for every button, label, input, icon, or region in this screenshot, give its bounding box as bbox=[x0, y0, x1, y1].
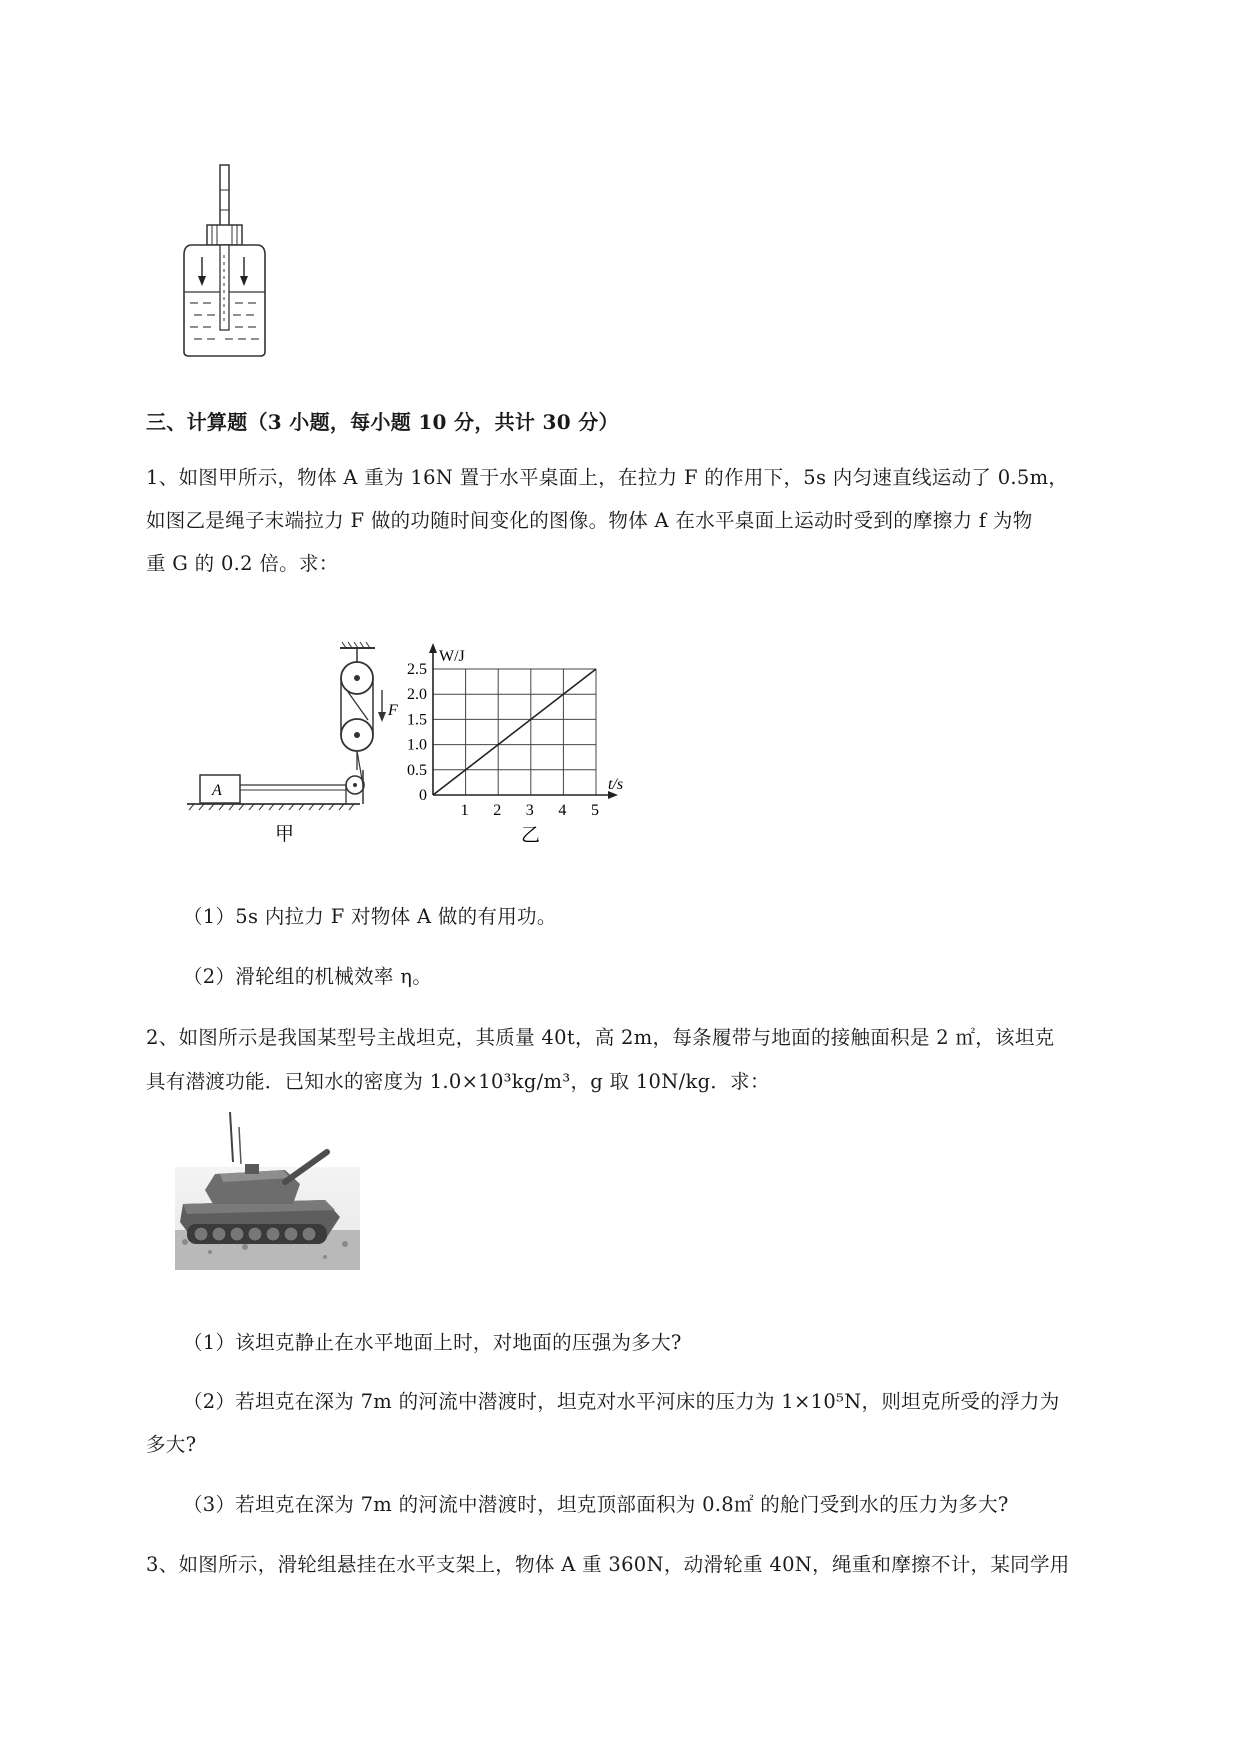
q2-sub-2-line-1: （2）若坦克在深为 7m 的河流中潜渡时，坦克对水平河床的压力为 1×10⁵N，则坦克所受的浮力为 bbox=[183, 1390, 1060, 1413]
tank-photo bbox=[175, 1112, 360, 1272]
x-tick-label: 1 bbox=[460, 802, 469, 819]
q1-line-2: 如图乙是绳子末端拉力 F 做的功随时间变化的图像。物体 A 在水平桌面上运动时受到的摩擦力 f 为物 bbox=[146, 509, 1033, 532]
y-axis-label: W/J bbox=[439, 648, 465, 665]
block-a-label: A bbox=[212, 782, 222, 799]
q3-line-1: 3、如图所示，滑轮组悬挂在水平支架上，物体 A 重 360N，动滑轮重 40N，绳重和摩擦不计，某同学用 bbox=[146, 1553, 1070, 1576]
x-tick-label: 4 bbox=[558, 802, 567, 819]
q2-line-1: 2、如图所示是我国某型号主战坦克，其质量 40t，高 2m，每条履带与地面的接触面积是 2 ㎡，该坦克 bbox=[146, 1026, 1055, 1049]
y-axis-arrow bbox=[429, 643, 437, 653]
q2-line-2: 具有潜渡功能．已知水的密度为 1.0×10³kg/m³，g 取 10N/kg．求： bbox=[146, 1070, 770, 1093]
x-tick-label: 5 bbox=[591, 802, 599, 819]
y-tick-label: 2.0 bbox=[407, 686, 427, 704]
q2-sub-2-line-2: 多大? bbox=[146, 1433, 197, 1456]
q1-sub-2: （2）滑轮组的机械效率 η。 bbox=[183, 965, 432, 988]
work-time-chart bbox=[395, 640, 650, 860]
x-tick-label: 2 bbox=[493, 802, 502, 819]
pulley-figure bbox=[185, 640, 400, 850]
y-tick-label: 0.5 bbox=[407, 761, 427, 779]
q1-sub-1: （1）5s 内拉力 F 对物体 A 做的有用功。 bbox=[183, 905, 557, 928]
y-tick-label: 2.5 bbox=[407, 661, 427, 678]
y-tick-label: 1.0 bbox=[407, 736, 427, 754]
figure-yi-label: 乙 bbox=[521, 825, 541, 846]
q1-line-1: 1、如图甲所示，物体 A 重为 16N 置于水平桌面上，在拉力 F 的作用下，5s 内匀速直线运动了 0.5m， bbox=[146, 466, 1069, 489]
x-axis-label: t/s bbox=[608, 776, 624, 793]
x-tick-label: 3 bbox=[525, 802, 534, 819]
q2-sub-1: （1）该坦克静止在水平地面上时，对地面的压强为多大? bbox=[183, 1331, 682, 1354]
section-title: 三、计算题（3 小题，每小题 10 分，共计 30 分） bbox=[146, 410, 619, 434]
bottle-figure bbox=[180, 160, 280, 360]
y-tick-label: 0 bbox=[419, 787, 427, 804]
y-tick-label: 1.5 bbox=[407, 711, 427, 729]
force-label: F bbox=[388, 702, 398, 719]
figure-jia-label: 甲 bbox=[275, 824, 295, 845]
series-line bbox=[433, 669, 596, 795]
q2-sub-3: （3）若坦克在深为 7m 的河流中潜渡时，坦克顶部面积为 0.8㎡ 的舱门受到水的压力为多大? bbox=[183, 1493, 1009, 1516]
q1-line-3: 重 G 的 0.2 倍。求： bbox=[146, 552, 339, 575]
